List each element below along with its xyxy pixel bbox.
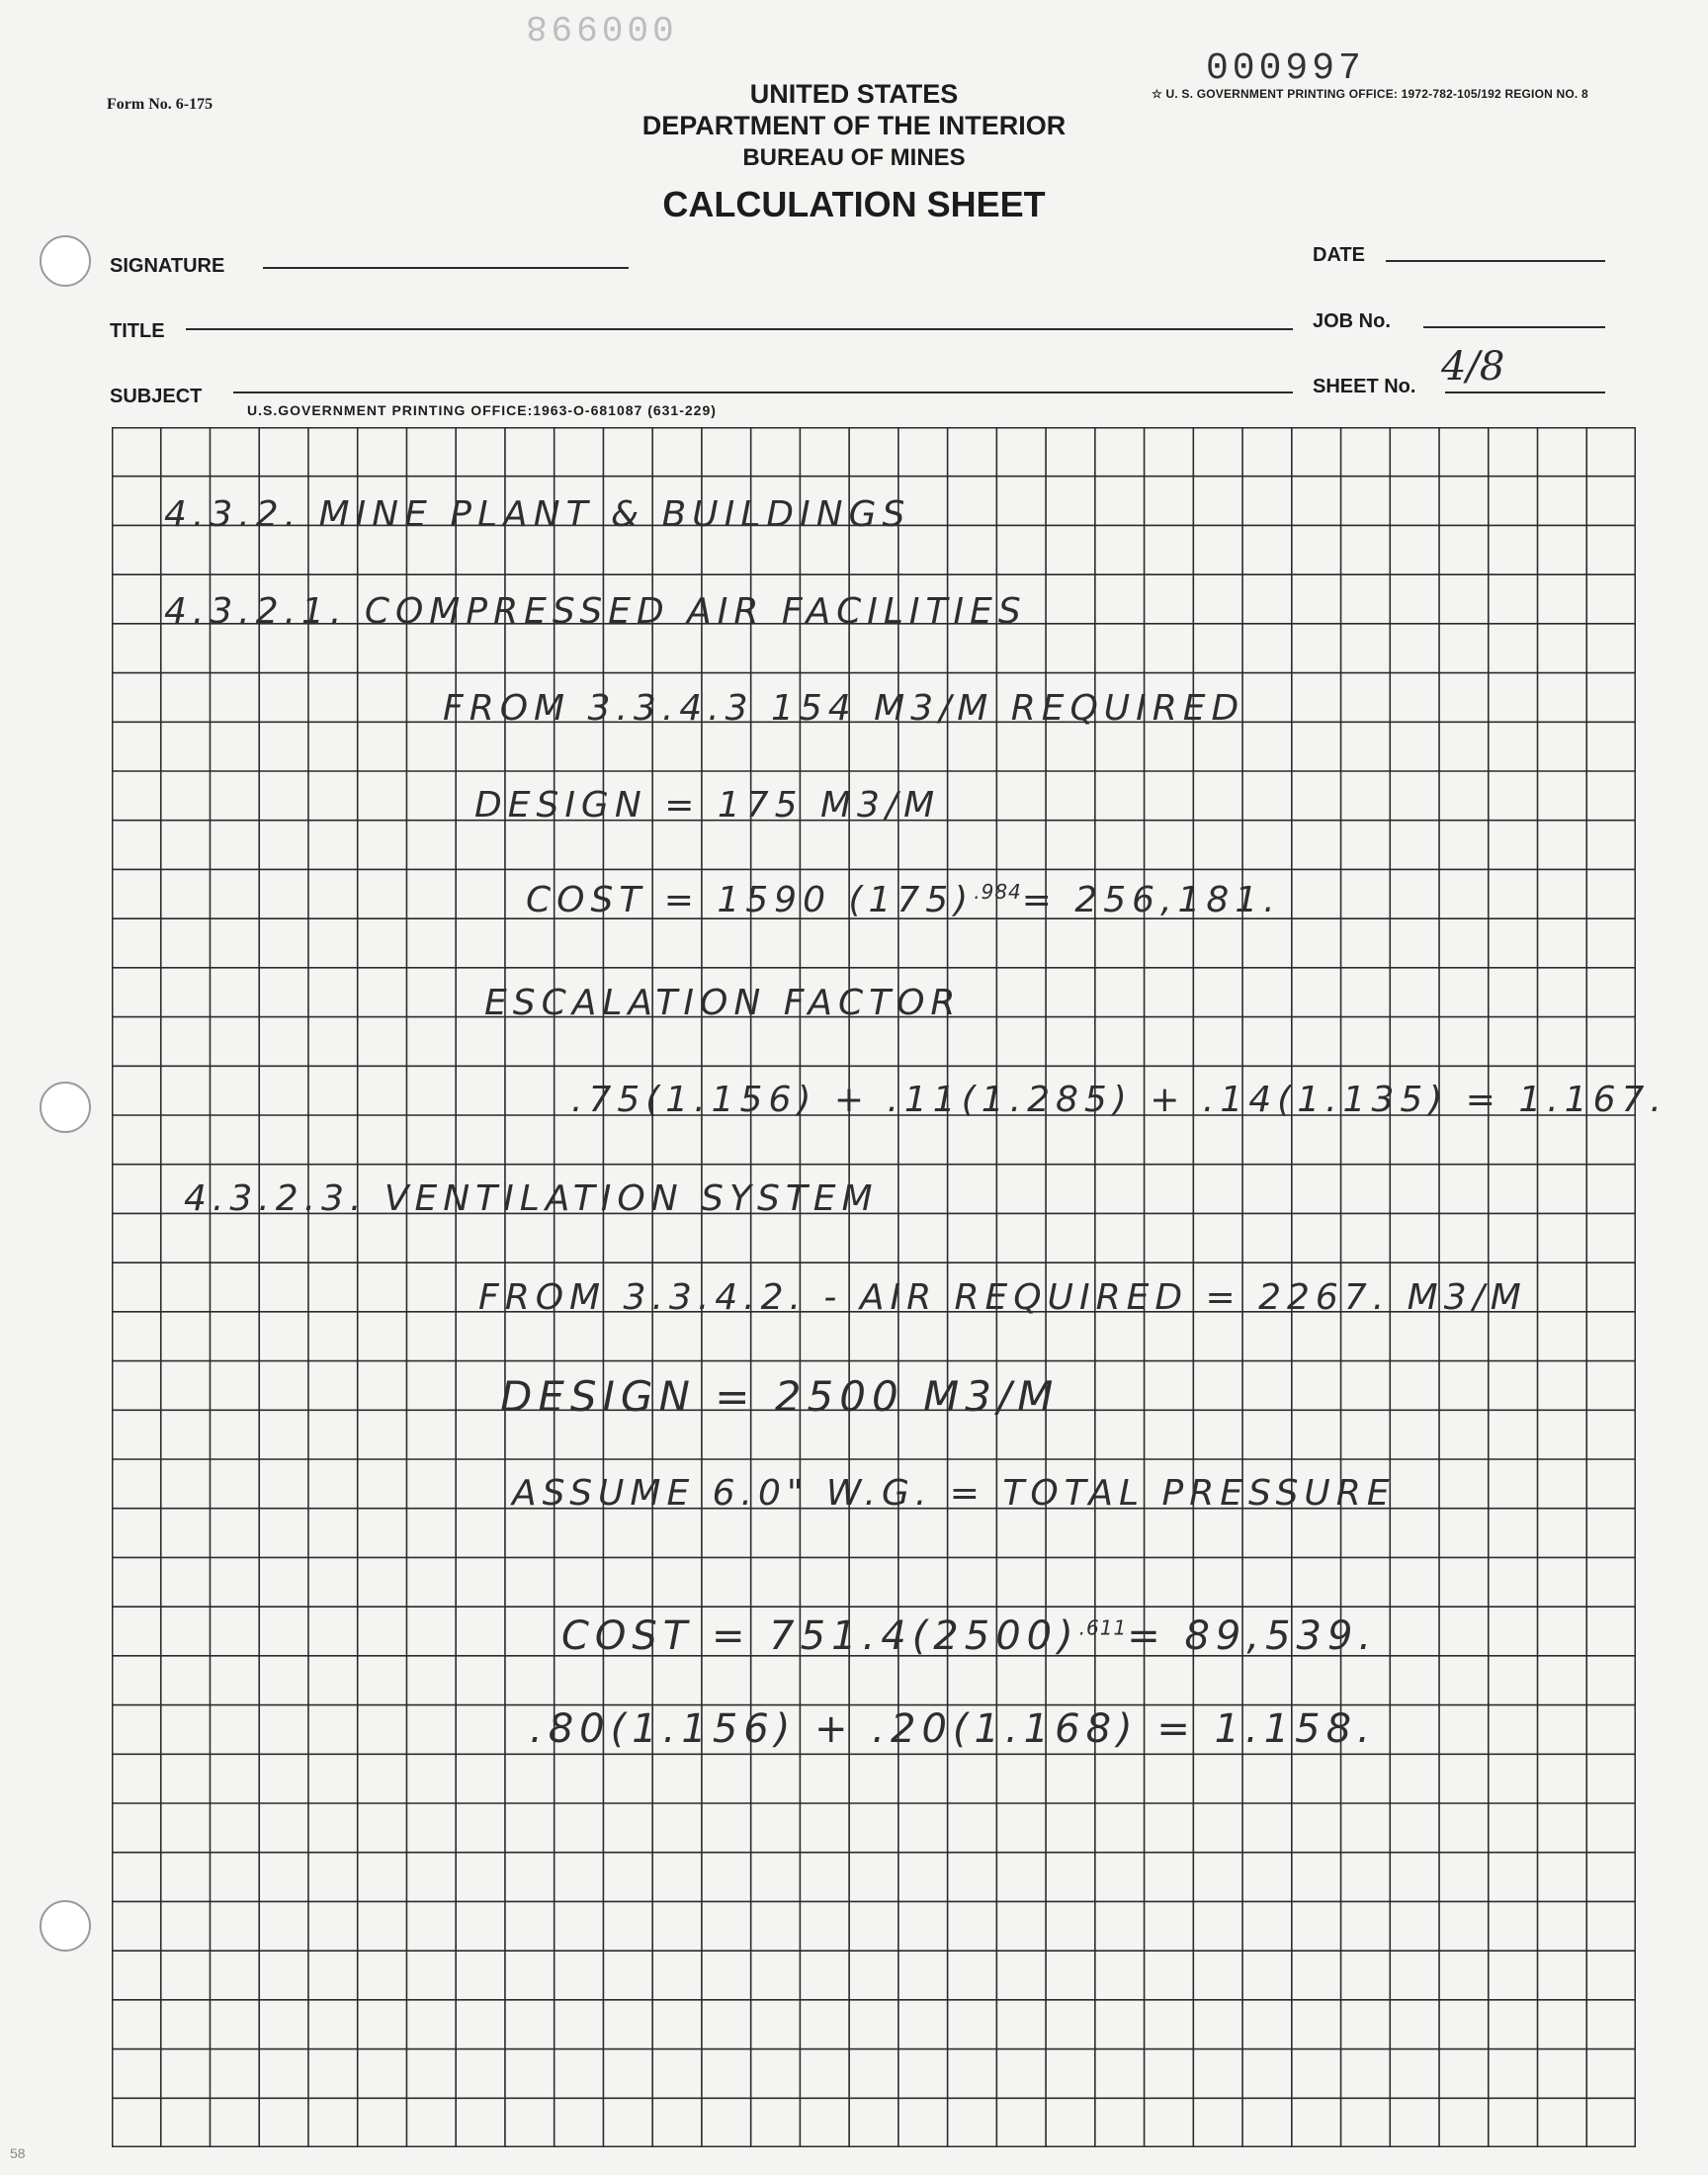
header-line-1: UNITED STATES — [749, 79, 959, 109]
note-air-required: FROM 3.3.4.3 154 M3/M REQUIRED — [443, 688, 1245, 729]
header-line-2: DEPARTMENT OF THE INTERIOR — [641, 111, 1067, 140]
note-section-4-3-2: 4.3.2. MINE PLANT & BUILDINGS — [164, 494, 911, 535]
note-vent-design: DESIGN = 2500 M3/M — [500, 1372, 1060, 1421]
vent-cost-result: = 89,539. — [1127, 1613, 1378, 1659]
header-line-3: BUREAU OF MINES — [742, 144, 966, 171]
sheet-line — [1445, 392, 1605, 393]
note-air-cost — [526, 880, 1281, 920]
subject-label: SUBJECT — [110, 386, 203, 407]
punch-hole-top — [40, 235, 91, 287]
faint-stamp-number: 000998 — [522, 6, 674, 46]
form-number: Form No. 6-175 — [107, 96, 214, 113]
air-cost-exponent: .984 — [974, 880, 1022, 904]
sheet-title: CALCULATION SHEET — [662, 184, 1046, 224]
job-line — [1423, 326, 1605, 328]
corner-mark: 58 — [10, 2145, 26, 2161]
note-vent-cost — [561, 1613, 1377, 1659]
gpo-top-notice: ☆ U. S. GOVERNMENT PRINTING OFFICE: 1972-782-105/192 REGION NO. 8 — [1152, 87, 1588, 101]
sheet-label: SHEET No. — [1313, 376, 1416, 397]
title-label: TITLE — [110, 320, 165, 342]
gpo-bottom-notice: U.S.GOVERNMENT PRINTING OFFICE:1963-O-681087 (631-229) — [247, 402, 717, 418]
punch-hole-bottom — [40, 1900, 91, 1952]
signature-line — [263, 267, 629, 269]
note-escalation-calc-2: .80(1.156) + .20(1.168) = 1.158. — [530, 1706, 1376, 1752]
date-label: DATE — [1313, 244, 1365, 266]
sheet-number-value: 4/8 — [1441, 344, 1505, 390]
note-air-design: DESIGN = 175 M3/M — [474, 785, 941, 826]
subject-line — [233, 392, 1293, 393]
date-line — [1386, 260, 1605, 262]
job-label: JOB No. — [1313, 310, 1391, 332]
signature-label: SIGNATURE — [110, 255, 225, 277]
air-cost-formula: COST = 1590 (175) — [526, 880, 975, 920]
note-vent-air-required: FROM 3.3.4.2. - AIR REQUIRED = 2267. M3/M — [478, 1277, 1527, 1318]
punch-hole-middle — [40, 1082, 91, 1133]
note-section-4-3-2-1: 4.3.2.1. COMPRESSED AIR FACILITIES — [164, 591, 1027, 632]
note-escalation-factor: ESCALATION FACTOR — [484, 983, 962, 1023]
vent-cost-formula: COST = 751.4(2500) — [561, 1613, 1079, 1659]
air-cost-result: = 256,181. — [1021, 880, 1281, 920]
vent-cost-exponent: .611 — [1078, 1615, 1128, 1640]
stamp-number: 000997 — [1206, 47, 1365, 90]
note-vent-pressure: ASSUME 6.0" W.G. = TOTAL PRESSURE — [512, 1473, 1396, 1514]
title-line — [186, 328, 1293, 330]
note-section-4-3-2-3: 4.3.2.3. VENTILATION SYSTEM — [184, 1178, 879, 1219]
note-escalation-calc-1: .75(1.156) + .11(1.285) + .14(1.135) = 1.167. — [571, 1080, 1667, 1120]
